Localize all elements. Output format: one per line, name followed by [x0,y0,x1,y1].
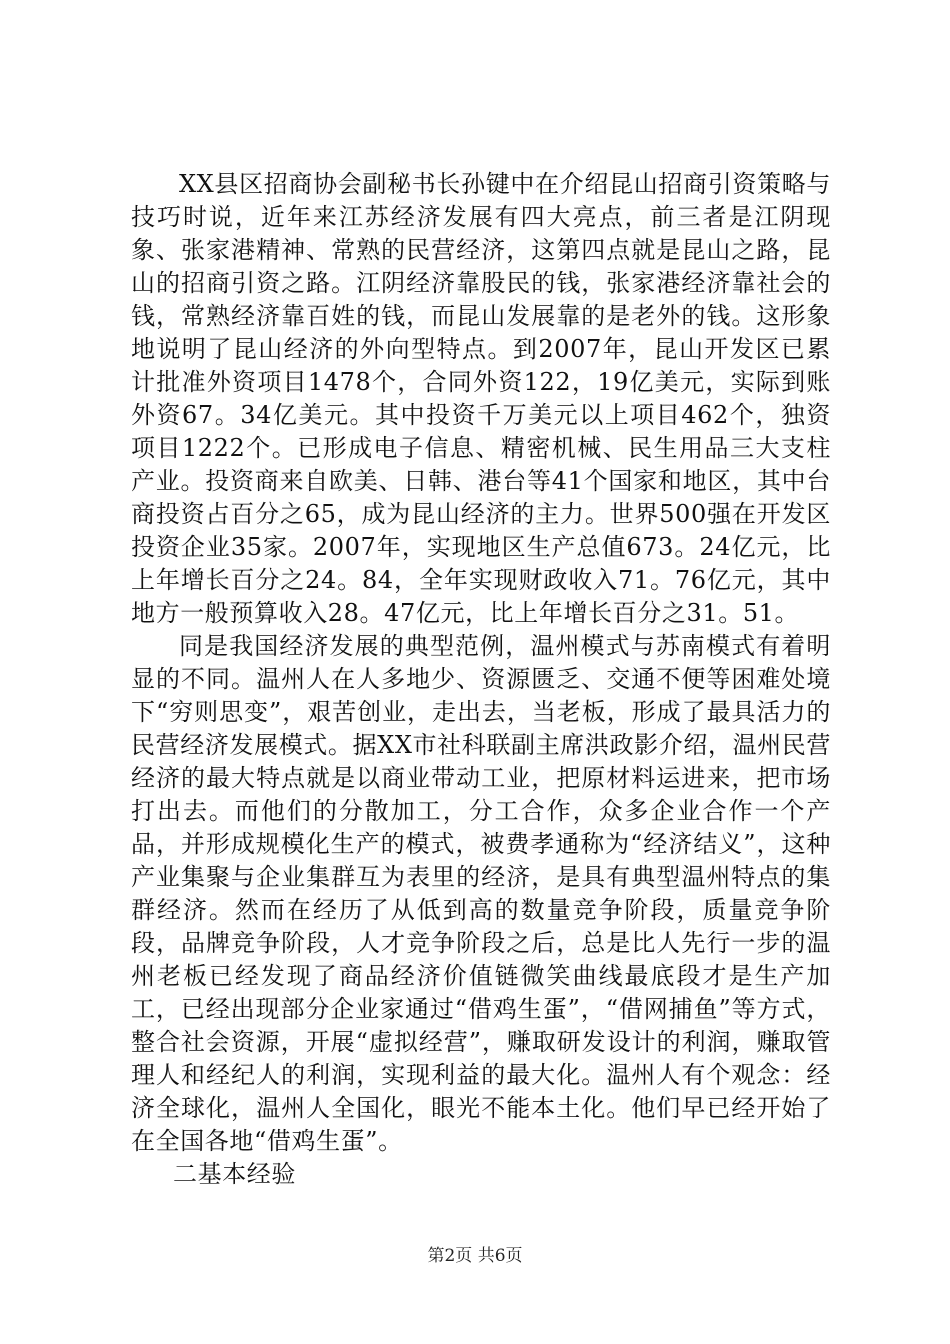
paragraph-wenzhou: 同是我国经济发展的典型范例，温州模式与苏南模式有着明显的不同。温州人在人多地少、资源匮乏、交通不便等困难处境下“穷则思变”，艰苦创业，走出去，当老板，形成了最具活力的民营经济发展模式。据XX市社科联副主席洪政影介绍，温州民营经济的最大特点就是以商业带动工业，把原材料运进来，把市场打出去。而他们的分散加工，分工合作，众多企业合作一个产品，并形成规模化生产的模式，被费孝通称为“经济结义”，这种产业集聚与企业集群互为表里的经济，是具有典型温州特点的集群经济。然而在经历了从低到高的数量竞争阶段，质量竞争阶段，品牌竞争阶段，人才竞争阶段之后，总是比人先行一步的温州老板已经发现了商品经济价值链微笑曲线最底段才是生产加工，已经出现部分企业家通过“借鸡生蛋”，“借网捕鱼”等方式，整合社会资源，开展“虚拟经营”，赚取研发设计的利润，赚取管理人和经纪人的利润，实现利益的最大化。温州人有个观念：经济全球化，温州人全国化，眼光不能本土化。他们早已经开始了在全国各地“借鸡生蛋”。 [131,632,831,1155]
paragraph-kunshan: XX县区招商协会副秘书长孙键中在介绍昆山招商引资策略与技巧时说，近年来江苏经济发展有四大亮点，前三者是江阴现象、张家港精神、常熟的民营经济，这第四点就是昆山之路，昆山的招商引资之路。江阴经济靠股民的钱，张家港经济靠社会的钱，常熟经济靠百姓的钱，而昆山发展靠的是老外的钱。这形象地说明了昆山经济的外向型特点。到2007年，昆山开发区已累计批准外资项目1478个，合同外资122，19亿美元，实际到账外资67。34亿美元。其中投资千万美元以上项目462个，独资项目1222个。已形成电子信息、精密机械、民生用品三大支柱产业。投资商来自欧美、日韩、港台等41个国家和地区，其中台商投资占百分之65，成为昆山经济的主力。世界500强在开发区投资企业35家。2007年，实现地区生产总值673。24亿元，比上年增长百分之24。84，全年实现财政收入71。76亿元，其中地方一般预算收入28。47亿元，比上年增长百分之31。51。 [131,170,831,627]
document-body [131,168,831,1191]
page-number-footer: 第2页 共6页 [427,1246,523,1266]
section-heading: 二基本经验 [173,1160,296,1188]
